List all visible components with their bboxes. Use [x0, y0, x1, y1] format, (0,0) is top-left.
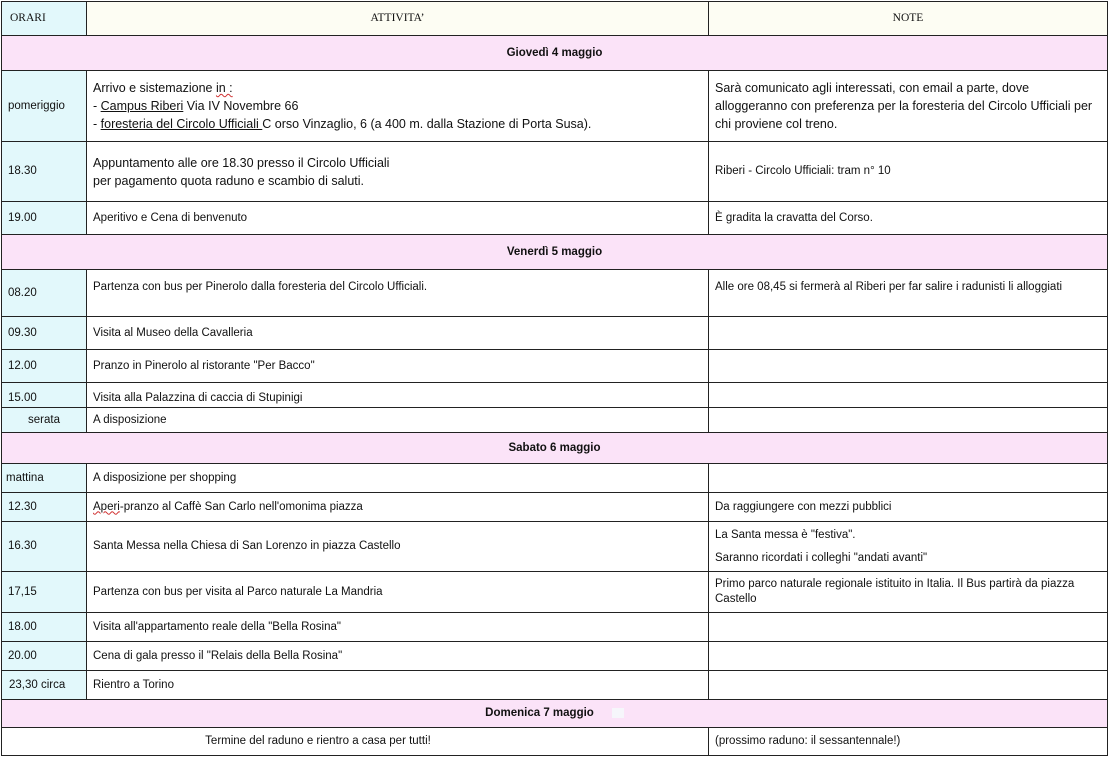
header-attivita: ATTIVITA’ — [87, 2, 709, 36]
table-row — [2, 522, 1108, 572]
activity-cell — [87, 493, 709, 522]
note-text: Saranno ricordati i colleghi "andati avanti" — [715, 551, 928, 564]
table-row — [2, 317, 1108, 350]
day-title: Domenica 7 maggio — [485, 707, 594, 719]
day-title: Sabato 6 maggio — [2, 433, 1108, 464]
activity-cell: Cena di gala presso il "Relais della Bella Rosina" — [87, 642, 709, 671]
time-cell: 17,15 — [2, 572, 87, 613]
table-row — [2, 202, 1108, 235]
table-row — [2, 71, 1108, 142]
blank-mark — [612, 708, 624, 718]
time-cell: 09.30 — [2, 317, 87, 350]
table-row — [2, 142, 1108, 202]
header-orari: ORARI — [2, 2, 87, 36]
activity-text: Arrivo e sistemazione — [93, 81, 216, 95]
activity-cell: Visita alla Palazzina di caccia di Stupinigi — [87, 383, 709, 408]
note-cell — [709, 408, 1108, 433]
time-cell: 08.20 — [2, 270, 87, 317]
activity-text: - — [93, 99, 101, 113]
note-cell — [709, 671, 1108, 700]
campus-riberi-link[interactable]: Campus Riberi — [100, 99, 184, 113]
note-cell: Sarà comunicato agli interessati, con email a parte, dove alloggeranno con preferenza per la foresteria del Circolo Ufficiali per chi proviene col treno. — [709, 71, 1108, 142]
schedule-table — [1, 1, 1108, 756]
time-cell: pomeriggio — [2, 71, 87, 142]
note-cell: Riberi - Circolo Ufficiali: tram n° 10 — [709, 142, 1108, 202]
time-cell: serata — [2, 408, 87, 433]
note-cell: Da raggiungere con mezzi pubblici — [709, 493, 1108, 522]
table-row — [2, 270, 1108, 317]
activity-cell: Visita all'appartamento reale della "Bella Rosina" — [87, 613, 709, 642]
table-row — [2, 464, 1108, 493]
day-row — [2, 36, 1108, 71]
activity-text: Via IV Novembre 66 — [183, 99, 299, 113]
table-row — [2, 350, 1108, 383]
foresteria-link[interactable]: foresteria del Circolo Ufficiali — [100, 117, 263, 131]
day-title-cell — [2, 700, 1108, 728]
note-cell — [709, 464, 1108, 493]
header-row — [2, 2, 1108, 36]
activity-text: per pagamento quota raduno e scambio di saluti. — [93, 173, 365, 188]
table-row — [2, 642, 1108, 671]
table-row — [2, 493, 1108, 522]
note-cell — [709, 642, 1108, 671]
note-cell: Primo parco naturale regionale istituito in Italia. Il Bus partirà da piazza Castello — [709, 572, 1108, 613]
time-cell: 12.00 — [2, 350, 87, 383]
activity-cell: Rientro a Torino — [87, 671, 709, 700]
time-cell: 15.00 — [2, 383, 87, 408]
note-cell: Alle ore 08,45 si fermerà al Riberi per far salire i radunisti li alloggiati — [709, 270, 1108, 317]
activity-cell: Pranzo in Pinerolo al ristorante "Per Bacco" — [87, 350, 709, 383]
time-cell: 16.30 — [2, 522, 87, 572]
note-cell: (prossimo raduno: il sessantennale!) — [709, 728, 1108, 756]
activity-cell: Partenza con bus per Pinerolo dalla foresteria del Circolo Ufficiali. — [87, 270, 709, 317]
table-row — [2, 613, 1108, 642]
activity-text: C orso Vinzaglio, 6 (a 400 m. dalla Stazione di Porta Susa). — [262, 117, 592, 131]
note-cell — [709, 317, 1108, 350]
time-cell: 20.00 — [2, 642, 87, 671]
day-title: Giovedì 4 maggio — [2, 36, 1108, 71]
time-cell: 23,30 circa — [2, 671, 87, 700]
activity-text: Appuntamento alle ore 18.30 presso il Circolo Ufficiali — [93, 155, 390, 170]
table-row — [2, 408, 1108, 433]
activity-cell: A disposizione per shopping — [87, 464, 709, 493]
note-cell — [709, 613, 1108, 642]
note-cell — [709, 383, 1108, 408]
time-cell: 18.30 — [2, 142, 87, 202]
day-row — [2, 235, 1108, 270]
table-row — [2, 671, 1108, 700]
time-cell: 12.30 — [2, 493, 87, 522]
note-cell — [709, 522, 1108, 572]
activity-text: -pranzo al Caffè San Carlo nell'omonima piazza — [119, 500, 363, 513]
activity-cell — [87, 142, 709, 202]
table-row — [2, 572, 1108, 613]
header-note: NOTE — [709, 2, 1108, 36]
time-cell: 19.00 — [2, 202, 87, 235]
table-row — [2, 383, 1108, 408]
activity-cell: Aperitivo e Cena di benvenuto — [87, 202, 709, 235]
time-cell: 18.00 — [2, 613, 87, 642]
activity-cell: A disposizione — [87, 408, 709, 433]
day-title: Venerdì 5 maggio — [2, 235, 1108, 270]
table-row — [2, 728, 1108, 756]
activity-text: in : — [215, 81, 233, 95]
note-cell — [709, 350, 1108, 383]
activity-text: - — [93, 117, 101, 131]
day-row — [2, 433, 1108, 464]
note-cell: È gradita la cravatta del Corso. — [709, 202, 1108, 235]
activity-cell: Termine del raduno e rientro a casa per tutti! — [2, 728, 709, 756]
activity-cell: Santa Messa nella Chiesa di San Lorenzo in piazza Castello — [87, 522, 709, 572]
activity-cell — [87, 71, 709, 142]
time-cell: mattina — [2, 464, 87, 493]
day-row — [2, 700, 1108, 728]
activity-cell: Partenza con bus per visita al Parco naturale La Mandria — [87, 572, 709, 613]
note-text: La Santa messa è "festiva". — [715, 528, 856, 541]
activity-text: Aperi — [93, 500, 120, 513]
activity-cell: Visita al Museo della Cavalleria — [87, 317, 709, 350]
